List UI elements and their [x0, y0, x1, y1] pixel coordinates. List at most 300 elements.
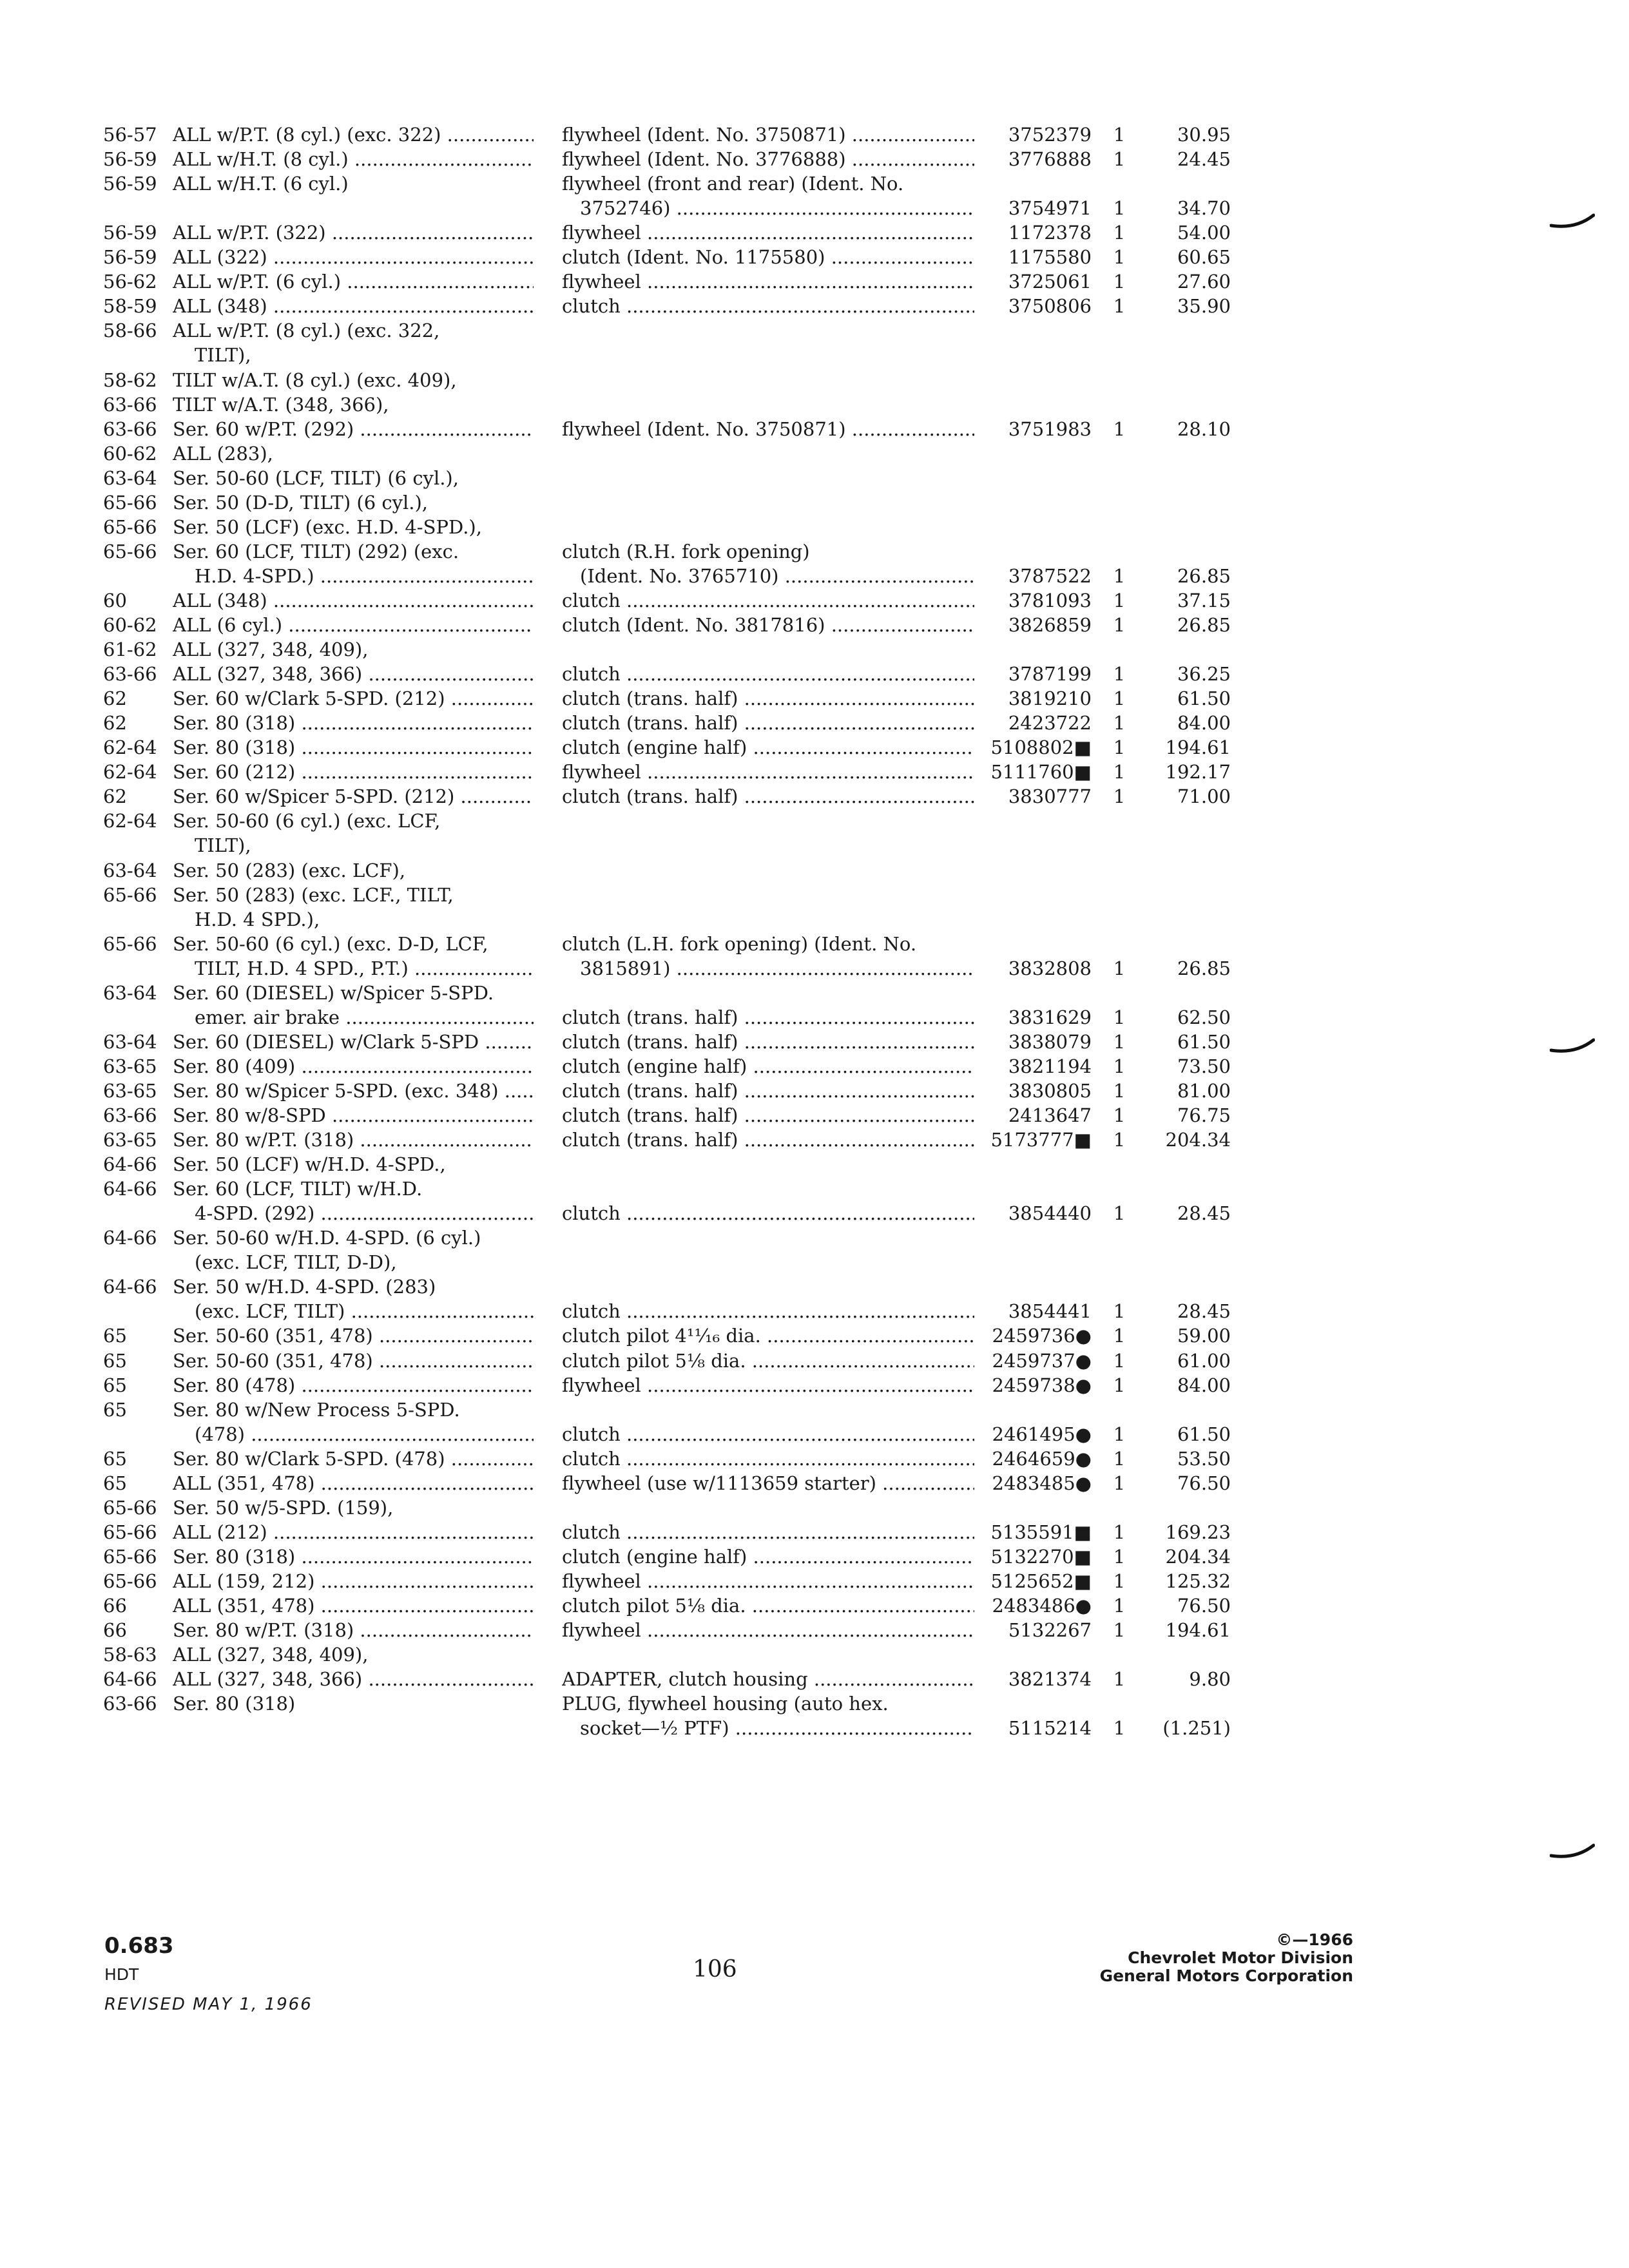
- model-years: 63-64: [103, 859, 157, 881]
- application: 4-SPD. (292) .....: [195, 1201, 534, 1225]
- catalog-code: HDT: [104, 1965, 139, 1984]
- application: Ser. 60 (DIESEL) w/Spicer 5-SPD.: [173, 981, 494, 1004]
- price: 76.50: [1177, 1472, 1231, 1494]
- application: H.D. 4 SPD.),: [195, 908, 320, 930]
- price: 194.61: [1165, 1619, 1231, 1642]
- quantity: 1: [1113, 785, 1126, 808]
- price: 61.50: [1177, 1423, 1231, 1445]
- table-row: [0, 490, 1629, 515]
- part-number: 3826859: [1008, 614, 1092, 636]
- table-row: [0, 637, 1629, 662]
- model-years: 65: [103, 1472, 127, 1494]
- description: clutch (Ident. No. 1175580) .....: [562, 245, 974, 269]
- table-row: [0, 1030, 1629, 1054]
- description: clutch (trans. half) .....: [562, 784, 974, 809]
- application: ALL (351, 478) .....: [173, 1593, 534, 1618]
- description: clutch (engine half) .....: [562, 1544, 974, 1569]
- table-row: [0, 1079, 1629, 1103]
- application: ALL (348) .....: [173, 588, 534, 613]
- table-row: [0, 417, 1629, 441]
- price: 76.75: [1177, 1104, 1231, 1126]
- part-number: 3830777: [1008, 785, 1092, 808]
- part-number: 2423722: [1008, 712, 1092, 735]
- price: 84.00: [1177, 1374, 1231, 1396]
- part-number: 3830805: [1008, 1079, 1092, 1102]
- description: 3752746) .....: [580, 196, 974, 220]
- quantity: 1: [1113, 736, 1126, 759]
- description: clutch (trans. half) .....: [562, 1005, 974, 1030]
- model-years: 62-64: [103, 810, 157, 832]
- application: Ser. 80 (478) .....: [173, 1373, 534, 1398]
- model-years: 65-66: [103, 883, 157, 906]
- description: clutch (Ident. No. 3817816) .....: [562, 613, 974, 637]
- part-number: 3831629: [1008, 1006, 1092, 1028]
- division: Chevrolet Motor Division: [1128, 1948, 1353, 1967]
- quantity: 1: [1113, 589, 1126, 611]
- model-years: 65-66: [103, 515, 157, 538]
- application: TILT),: [195, 344, 251, 367]
- description: ADAPTER, clutch housing .....: [562, 1667, 974, 1691]
- part-number: 3821194: [1008, 1055, 1092, 1077]
- table-row: [0, 368, 1629, 392]
- application: Ser. 50 (283) (exc. LCF., TILT,: [173, 883, 454, 906]
- part-number: 1175580: [1008, 246, 1092, 269]
- model-years: 60: [103, 589, 127, 611]
- application: (exc. LCF, TILT, D-D),: [195, 1251, 397, 1274]
- application: Ser. 50-60 (351, 478) .....: [173, 1349, 534, 1373]
- model-years: 56-59: [103, 222, 157, 244]
- table-row: [0, 1005, 1629, 1030]
- quantity: 1: [1113, 197, 1126, 220]
- price: 194.61: [1165, 736, 1231, 759]
- table-row: [0, 686, 1629, 711]
- price: 81.00: [1177, 1079, 1231, 1102]
- table-row: [0, 564, 1629, 588]
- table-row: [0, 1103, 1629, 1128]
- model-years: 61-62: [103, 639, 157, 661]
- application: ALL w/H.T. (8 cyl.) .....: [173, 147, 534, 171]
- model-years: 62: [103, 785, 127, 808]
- part-number: 2413647: [1008, 1104, 1092, 1126]
- table-row: [0, 1299, 1629, 1323]
- table-row: [0, 171, 1629, 196]
- description: clutch (engine half) .....: [562, 1054, 974, 1079]
- table-row: [0, 466, 1629, 490]
- table-row: [0, 294, 1629, 318]
- quantity: 1: [1113, 687, 1126, 710]
- part-number: 3781093: [1008, 589, 1092, 611]
- model-years: 62: [103, 687, 127, 710]
- application: Ser. 80 (409) .....: [173, 1054, 534, 1079]
- price: 24.45: [1177, 148, 1231, 171]
- application: Ser. 50 (LCF) w/H.D. 4-SPD.,: [173, 1153, 446, 1176]
- part-number: 3832808: [1008, 957, 1092, 979]
- quantity: 1: [1113, 1325, 1126, 1347]
- section-number: 0.683: [104, 1933, 174, 1959]
- part-number: 5132267: [1008, 1619, 1092, 1642]
- application: ALL (327, 348, 366) .....: [173, 1667, 534, 1691]
- model-years: 63-66: [103, 1693, 157, 1715]
- part-number: 5135591■: [990, 1521, 1092, 1543]
- table-row: [0, 1225, 1629, 1250]
- price: 61.00: [1177, 1349, 1231, 1372]
- model-years: 56-59: [103, 148, 157, 171]
- table-row: [0, 1349, 1629, 1373]
- application: Ser. 50-60 (LCF, TILT) (6 cyl.),: [173, 466, 459, 489]
- table-row: [0, 956, 1629, 981]
- quantity: 1: [1113, 1447, 1126, 1470]
- quantity: 1: [1113, 246, 1126, 269]
- price: 28.45: [1177, 1202, 1231, 1225]
- quantity: 1: [1113, 271, 1126, 293]
- price: 26.85: [1177, 564, 1231, 587]
- application: ALL w/P.T. (8 cyl.) (exc. 322) .....: [173, 122, 534, 147]
- description: flywheel (front and rear) (Ident. No.: [562, 173, 904, 195]
- quantity: 1: [1113, 712, 1126, 735]
- price: 192.17: [1165, 761, 1231, 783]
- description: flywheel .....: [562, 1569, 974, 1593]
- price: 53.50: [1177, 1447, 1231, 1470]
- quantity: 1: [1113, 1079, 1126, 1102]
- table-row: [0, 784, 1629, 809]
- application: Ser. 60 w/Spicer 5-SPD. (212) .....: [173, 784, 534, 809]
- quantity: 1: [1113, 1570, 1126, 1592]
- description: clutch .....: [562, 1422, 974, 1446]
- table-row: [0, 318, 1629, 343]
- price: 28.45: [1177, 1300, 1231, 1323]
- table-row: [0, 1544, 1629, 1569]
- part-number: 5111760■: [990, 761, 1092, 783]
- model-years: 65-66: [103, 1545, 157, 1568]
- table-row: [0, 269, 1629, 294]
- binding-tick-mark: [1550, 213, 1595, 229]
- application: ALL (327, 348, 409),: [173, 1644, 369, 1666]
- table-row: [0, 981, 1629, 1005]
- description: flywheel (Ident. No. 3750871) .....: [562, 122, 974, 147]
- model-years: 56-59: [103, 173, 157, 195]
- price: 76.50: [1177, 1595, 1231, 1617]
- application: ALL w/P.T. (8 cyl.) (exc. 322,: [173, 320, 440, 342]
- table-row: [0, 1569, 1629, 1593]
- description: clutch (trans. half) .....: [562, 711, 974, 735]
- application: Ser. 50 w/5-SPD. (159),: [173, 1496, 394, 1519]
- model-years: 62-64: [103, 736, 157, 759]
- table-row: [0, 220, 1629, 245]
- model-years: 63-65: [103, 1079, 157, 1102]
- price: 35.90: [1177, 295, 1231, 318]
- model-years: 63-64: [103, 1030, 157, 1053]
- part-number: 3819210: [1008, 687, 1092, 710]
- quantity: 1: [1113, 222, 1126, 244]
- part-number: 5115214: [1008, 1717, 1092, 1740]
- price: 36.25: [1177, 663, 1231, 686]
- price: 26.85: [1177, 614, 1231, 636]
- price: 125.32: [1165, 1570, 1231, 1592]
- application: ALL (322) .....: [173, 245, 534, 269]
- model-years: 63-64: [103, 466, 157, 489]
- application: Ser. 80 (318) .....: [173, 735, 534, 760]
- table-row: [0, 1495, 1629, 1520]
- model-years: 58-59: [103, 295, 157, 318]
- price: 54.00: [1177, 222, 1231, 244]
- application: ALL (283),: [173, 442, 273, 465]
- application: TILT w/A.T. (8 cyl.) (exc. 409),: [173, 369, 457, 391]
- application: ALL w/P.T. (322) .....: [173, 220, 534, 245]
- quantity: 1: [1113, 614, 1126, 636]
- application: Ser. 80 w/8-SPD .....: [173, 1103, 534, 1128]
- application: ALL w/H.T. (6 cyl.): [173, 173, 349, 195]
- model-years: 58-62: [103, 369, 157, 391]
- part-number: 3854440: [1008, 1202, 1092, 1225]
- quantity: 1: [1113, 1300, 1126, 1323]
- part-number: 2459737●: [992, 1349, 1092, 1372]
- price: 84.00: [1177, 712, 1231, 735]
- model-years: 56-57: [103, 124, 157, 146]
- corporation: General Motors Corporation: [1099, 1966, 1353, 1985]
- part-number: 3776888: [1008, 148, 1092, 171]
- table-row: [0, 833, 1629, 858]
- application: TILT w/A.T. (348, 366),: [173, 393, 389, 416]
- model-years: 63-65: [103, 1055, 157, 1077]
- part-number: 3752379: [1008, 124, 1092, 146]
- model-years: 64-66: [103, 1153, 157, 1176]
- application: ALL (327, 348, 366) .....: [173, 662, 534, 686]
- table-row: [0, 1446, 1629, 1471]
- application: Ser. 50-60 (351, 478) .....: [173, 1323, 534, 1348]
- description: clutch .....: [562, 1201, 974, 1225]
- quantity: 1: [1113, 1055, 1126, 1077]
- quantity: 1: [1113, 124, 1126, 146]
- application: emer. air brake .....: [195, 1005, 534, 1030]
- table-row: [0, 588, 1629, 613]
- application: Ser. 50-60 (6 cyl.) (exc. LCF,: [173, 810, 441, 832]
- table-row: [0, 1471, 1629, 1495]
- quantity: 1: [1113, 1619, 1126, 1642]
- model-years: 65: [103, 1398, 127, 1421]
- model-years: 65: [103, 1349, 127, 1372]
- table-row: [0, 147, 1629, 171]
- price: 61.50: [1177, 1030, 1231, 1053]
- table-row: [0, 932, 1629, 956]
- price: 37.15: [1177, 589, 1231, 611]
- application: ALL (159, 212) .....: [173, 1569, 534, 1593]
- part-number: 3754971: [1008, 197, 1092, 220]
- table-row: [0, 809, 1629, 833]
- application: Ser. 50 (283) (exc. LCF),: [173, 859, 406, 881]
- application: Ser. 60 (LCF, TILT) (292) (exc.: [173, 540, 459, 562]
- application: Ser. 60 (LCF, TILT) w/H.D.: [173, 1178, 423, 1200]
- model-years: 60-62: [103, 614, 157, 636]
- table-row: [0, 515, 1629, 539]
- table-row: [0, 1593, 1629, 1618]
- table-row: [0, 1691, 1629, 1716]
- part-number: 5132270■: [990, 1545, 1092, 1568]
- model-years: 65-66: [103, 1570, 157, 1592]
- price: 26.85: [1177, 957, 1231, 979]
- table-row: [0, 1618, 1629, 1642]
- table-row: [0, 1422, 1629, 1446]
- quantity: 1: [1113, 1129, 1126, 1151]
- description: clutch (trans. half) .....: [562, 1128, 974, 1152]
- description: clutch (trans. half) .....: [562, 1079, 974, 1103]
- model-years: 65-66: [103, 491, 157, 514]
- table-row: [0, 196, 1629, 220]
- application: Ser. 80 w/New Process 5-SPD.: [173, 1398, 460, 1421]
- table-row: [0, 1274, 1629, 1299]
- application: Ser. 50 (LCF) (exc. H.D. 4-SPD.),: [173, 515, 482, 538]
- application: ALL (6 cyl.) .....: [173, 613, 534, 637]
- quantity: 1: [1113, 295, 1126, 318]
- quantity: 1: [1113, 1595, 1126, 1617]
- price: 28.10: [1177, 418, 1231, 440]
- description: clutch .....: [562, 588, 974, 613]
- application: Ser. 50-60 w/H.D. 4-SPD. (6 cyl.): [173, 1227, 481, 1249]
- table-row: [0, 858, 1629, 883]
- application: Ser. 60 (212) .....: [173, 760, 534, 784]
- description: clutch (L.H. fork opening) (Ident. No.: [562, 932, 917, 955]
- application: Ser. 50 (D-D, TILT) (6 cyl.),: [173, 491, 429, 514]
- price: 59.00: [1177, 1325, 1231, 1347]
- table-row: [0, 1667, 1629, 1691]
- application: TILT, H.D. 4 SPD., P.T.) .....: [195, 956, 534, 981]
- part-number: 3787522: [1008, 564, 1092, 587]
- table-row: [0, 760, 1629, 784]
- model-years: 65-66: [103, 540, 157, 562]
- table-row: [0, 1520, 1629, 1544]
- part-number: 2483485●: [992, 1472, 1092, 1494]
- part-number: 1172378: [1008, 222, 1092, 244]
- part-number: 5108802■: [990, 736, 1092, 759]
- description: flywheel (Ident. No. 3750871) .....: [562, 417, 974, 441]
- quantity: 1: [1113, 957, 1126, 979]
- description: clutch .....: [562, 294, 974, 318]
- model-years: 65: [103, 1374, 127, 1396]
- table-row: [0, 343, 1629, 367]
- part-number: 3838079: [1008, 1030, 1092, 1053]
- table-row: [0, 662, 1629, 686]
- model-years: 63-66: [103, 418, 157, 440]
- application: Ser. 50-60 (6 cyl.) (exc. D-D, LCF,: [173, 932, 488, 955]
- table-row: [0, 1152, 1629, 1177]
- description: flywheel .....: [562, 1618, 974, 1642]
- model-years: 62: [103, 712, 127, 735]
- price: 34.70: [1177, 197, 1231, 220]
- description: clutch (R.H. fork opening): [562, 540, 810, 562]
- part-number: 5173777■: [990, 1129, 1092, 1151]
- model-years: 65-66: [103, 1521, 157, 1543]
- table-row: [0, 1398, 1629, 1422]
- model-years: 66: [103, 1595, 127, 1617]
- description: clutch .....: [562, 1520, 974, 1544]
- part-number: 3751983: [1008, 418, 1092, 440]
- model-years: 64-66: [103, 1178, 157, 1200]
- part-number: 3787199: [1008, 663, 1092, 686]
- price: 169.23: [1165, 1521, 1231, 1543]
- description: clutch pilot 4¹¹⁄₁₆ dia. .....: [562, 1323, 974, 1348]
- quantity: 1: [1113, 663, 1126, 686]
- description: clutch .....: [562, 662, 974, 686]
- table-row: [0, 1250, 1629, 1274]
- description: flywheel .....: [562, 1373, 974, 1398]
- quantity: 1: [1113, 1006, 1126, 1028]
- table-row: [0, 907, 1629, 932]
- part-number: 2461495●: [992, 1423, 1092, 1445]
- table-row: [0, 1177, 1629, 1201]
- description: flywheel (Ident. No. 3776888) .....: [562, 147, 974, 171]
- model-years: 63-66: [103, 393, 157, 416]
- application: Ser. 80 w/Clark 5-SPD. (478) .....: [173, 1446, 534, 1471]
- model-years: 63-66: [103, 1104, 157, 1126]
- table-row: [0, 735, 1629, 760]
- description: socket—½ PTF) .....: [580, 1716, 974, 1740]
- part-number: 3750806: [1008, 295, 1092, 318]
- application: ALL (351, 478) .....: [173, 1471, 534, 1495]
- table-row: [0, 245, 1629, 269]
- table-row: [0, 122, 1629, 147]
- table-row: [0, 392, 1629, 417]
- binding-tick-mark: [1550, 1843, 1595, 1860]
- model-years: 56-62: [103, 271, 157, 293]
- application: (478) .....: [195, 1422, 534, 1446]
- model-years: 63-64: [103, 981, 157, 1004]
- application: TILT),: [195, 834, 251, 857]
- table-row: [0, 1373, 1629, 1398]
- application: Ser. 80 w/P.T. (318) .....: [173, 1618, 534, 1642]
- quantity: 1: [1113, 1423, 1126, 1445]
- page-number: 106: [693, 1956, 737, 1983]
- part-number: 3854441: [1008, 1300, 1092, 1323]
- quantity: 1: [1113, 1668, 1126, 1691]
- table-row: [0, 1716, 1629, 1740]
- price: 71.00: [1177, 785, 1231, 808]
- description: clutch pilot 5⅛ dia. .....: [562, 1593, 974, 1618]
- model-years: 58-66: [103, 320, 157, 342]
- copyright: ©—1966: [1276, 1930, 1353, 1949]
- description: clutch (engine half) .....: [562, 735, 974, 760]
- price: 62.50: [1177, 1006, 1231, 1028]
- application: ALL (212) .....: [173, 1520, 534, 1544]
- price: 204.34: [1165, 1545, 1231, 1568]
- model-years: 63-66: [103, 663, 157, 686]
- quantity: 1: [1113, 1717, 1126, 1740]
- price: 9.80: [1189, 1668, 1231, 1691]
- description: PLUG, flywheel housing (auto hex.: [562, 1693, 889, 1715]
- description: clutch .....: [562, 1299, 974, 1323]
- application: Ser. 80 w/P.T. (318) .....: [173, 1128, 534, 1152]
- model-years: 60-62: [103, 442, 157, 465]
- binding-tick-mark: [1550, 1037, 1595, 1054]
- model-years: 64-66: [103, 1227, 157, 1249]
- model-years: 62-64: [103, 761, 157, 783]
- part-number: 2483486●: [992, 1595, 1092, 1617]
- model-years: 63-65: [103, 1129, 157, 1151]
- price: 30.95: [1177, 124, 1231, 146]
- quantity: 1: [1113, 1030, 1126, 1053]
- price: 61.50: [1177, 687, 1231, 710]
- model-years: 56-59: [103, 246, 157, 269]
- part-number: 3821374: [1008, 1668, 1092, 1691]
- quantity: 1: [1113, 1104, 1126, 1126]
- description: clutch .....: [562, 1446, 974, 1471]
- application: Ser. 60 w/Clark 5-SPD. (212) .....: [173, 686, 534, 711]
- application: ALL w/P.T. (6 cyl.) .....: [173, 269, 534, 294]
- quantity: 1: [1113, 761, 1126, 783]
- application: Ser. 80 (318) .....: [173, 711, 534, 735]
- description: clutch pilot 5⅛ dia. .....: [562, 1349, 974, 1373]
- application: ALL (327, 348, 409),: [173, 639, 369, 661]
- description: flywheel (use w/1113659 starter) .....: [562, 1471, 974, 1495]
- table-row: [0, 613, 1629, 637]
